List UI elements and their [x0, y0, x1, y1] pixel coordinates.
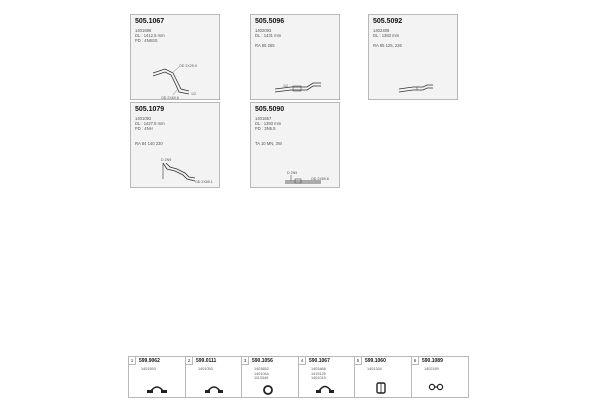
- exhaust-pipe-drawing: [369, 15, 459, 101]
- accessory-part-number: 590.1067: [309, 358, 330, 364]
- drawing-label: OD 2X69.8: [161, 96, 179, 100]
- part-detail-line: 1401657: [255, 116, 272, 121]
- accessory-detail-line: 1401334: [367, 367, 382, 371]
- accessory-detail-line: 1403652: [254, 367, 269, 371]
- part-detail-line: DL : 1427.8 mm: [135, 121, 165, 126]
- part-detail-line: PD : 4NH: [135, 126, 153, 131]
- clamp-icon: [129, 357, 186, 397]
- accessory-detail-line: 1419125: [311, 371, 326, 376]
- accessory-part-number: 590.1089: [422, 358, 443, 364]
- part-detail-line: DL : 1393 mm: [255, 121, 282, 126]
- part-number: 505.5090: [255, 106, 285, 113]
- part-detail-line: PD : 4N6SS: [135, 38, 158, 43]
- part-detail-line: 1401092: [135, 116, 152, 121]
- accessory-index: 2: [186, 357, 193, 365]
- exhaust-pipe-drawing: [131, 15, 221, 101]
- part-detail-line: RA 85 125, 226: [373, 43, 402, 48]
- part-number: 505.5092: [373, 18, 403, 25]
- accessory-index: 1: [129, 357, 136, 365]
- part-detail-line: 1402406: [373, 28, 390, 33]
- exhaust-pipe-drawing: [131, 103, 221, 189]
- accessories-strip: [128, 356, 469, 398]
- part-detail-line: RA 84 140 230: [135, 141, 163, 146]
- drawing-label: OD 2X25.9: [179, 64, 197, 68]
- part-card-5[interactable]: [250, 102, 340, 188]
- accessory-detail-line: 1402189: [424, 367, 439, 371]
- part-detail-line: 1401696: [135, 28, 152, 33]
- accessory-cell[interactable]: [412, 357, 468, 397]
- accessory-detail-line: 1401044: [254, 371, 269, 376]
- accessory-cell[interactable]: [242, 357, 299, 397]
- accessory-detail-line: 1403468: [311, 367, 326, 371]
- part-detail-line: DL : 1412.5 mm: [135, 33, 165, 38]
- accessory-part-number: 599.9062: [139, 358, 160, 364]
- part-number: 505.1079: [135, 106, 165, 113]
- accessory-index: 6: [412, 357, 419, 365]
- accessory-index: 3: [242, 357, 249, 365]
- drawing-label: D 2N9: [161, 158, 172, 162]
- hanger-icon: [412, 357, 468, 397]
- accessory-part-number: 599.1060: [365, 358, 386, 364]
- part-detail-line: DL : 1431 mm: [255, 33, 282, 38]
- clamp-icon: [186, 357, 242, 397]
- part-detail-line: PD : 3N5.5: [255, 126, 276, 131]
- accessory-detail-line: 1401593: [141, 367, 156, 371]
- drawing-label: D 2N9: [287, 171, 298, 175]
- part-card-1[interactable]: [130, 14, 220, 100]
- part-card-2[interactable]: [250, 14, 340, 100]
- drawing-label: OD 2X69.8: [311, 177, 329, 181]
- accessory-cell[interactable]: [355, 357, 412, 397]
- accessory-cell[interactable]: [129, 357, 186, 397]
- accessory-index: 5: [355, 357, 362, 365]
- part-detail-line: 1402093: [255, 28, 272, 33]
- accessory-detail-line: 1113349: [254, 376, 269, 380]
- part-card-3[interactable]: [368, 14, 458, 100]
- part-detail-line: DL : 1383 mm: [373, 33, 400, 38]
- accessory-part-number: 599.0111: [196, 358, 217, 364]
- exhaust-pipe-drawing: [251, 15, 341, 101]
- part-card-4[interactable]: [130, 102, 220, 188]
- accessory-cell[interactable]: [299, 357, 355, 397]
- exhaust-pipe-drawing: [251, 103, 341, 189]
- accessory-detail-line: 1401053: [198, 367, 213, 371]
- accessory-detail-line: 1401015: [311, 376, 326, 380]
- drawing-label: OD 2X69.1: [195, 180, 213, 184]
- drawing-label: 1/2: [191, 92, 196, 96]
- part-number: 505.5096: [255, 18, 285, 25]
- part-detail-line: TA 10 MN, 3W: [255, 141, 282, 146]
- hanger-icon: [355, 357, 412, 397]
- accessory-cell[interactable]: [186, 357, 242, 397]
- accessory-index: 4: [299, 357, 306, 365]
- drawing-label: 1/2: [283, 84, 288, 88]
- part-detail-line: RA 85 265: [255, 43, 275, 48]
- accessory-part-number: 590.1056: [252, 358, 273, 364]
- ring-icon: [242, 357, 299, 397]
- clamp-icon: [299, 357, 355, 397]
- part-number: 505.1067: [135, 18, 165, 25]
